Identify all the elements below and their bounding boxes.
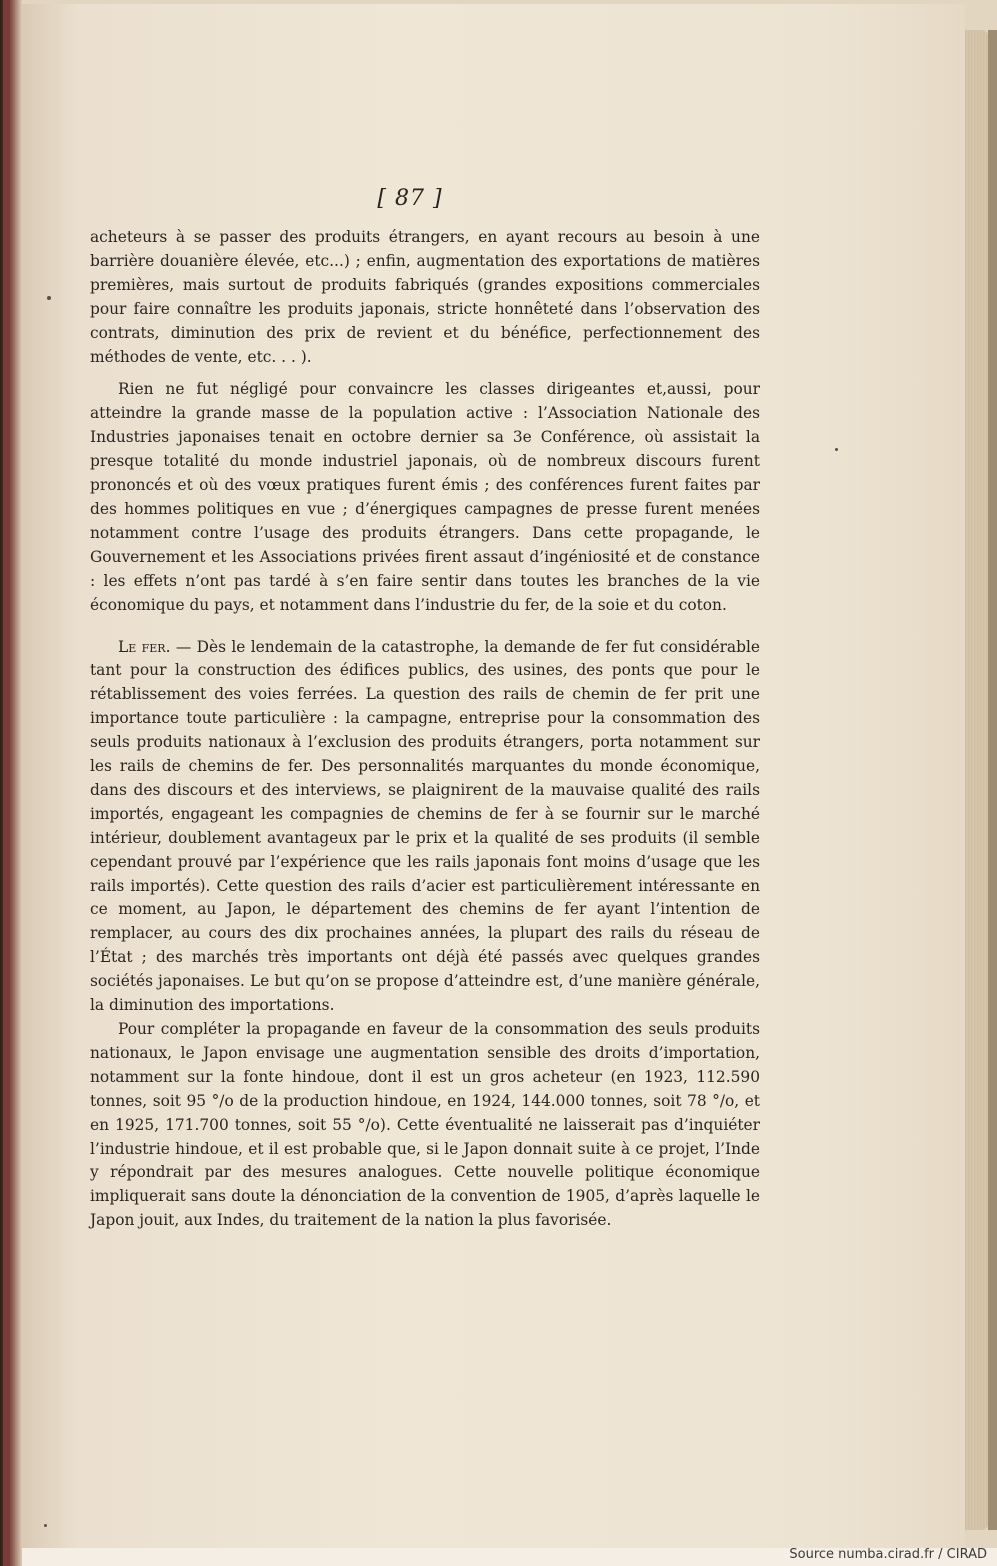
margin-speck: [835, 448, 838, 451]
section-paragraph: [90, 636, 760, 1019]
margin-speck: [44, 1524, 47, 1527]
margin-speck: [47, 296, 51, 300]
page-body: [90, 226, 760, 1233]
paragraph-2: Rien ne fut négligé pour convaincre les classes dirigeantes et,aussi, pour atteindre la grande masse de la population active : l’Association Nationale des Industries japonaises tenait en octobre dernier sa 3e Conférence, où assistait la presque totalité du monde industriel japonais, où de nombreux discours furent prononcés et où des vœux pratiques furent émis ; des conférences furent faites par des hommes politiques en vue ; d’énergiques campagnes de presse furent menées notamment contre l’usage des produits étrangers. Dans cette propagande, le Gouvernement et les Associations privées firent assaut d’ingéniosité et de constance : les effets n’ont pas tardé à s’en faire sentir dans toutes les branches de la vie économique du pays, et notamment dans l’industrie du fer, de la soie et du coton.: [90, 380, 760, 614]
page-number: [ 87 ]: [377, 186, 443, 211]
section-body: Dès le lendemain de la catastrophe, la demande de fer fut considérable tant pour la construction des édifices publics, des usines, des ponts que pour le rétablissement des voies ferrées. La question des rails de chemin de fer prit une importance toute particulière : la campagne, entreprise pour la consommation des seuls produits nationaux à l’exclusion des produits étrangers, porta notamment sur les rails de chemins de fer. Des personnalités marquantes du monde économique, dans des discours et des interviews, se plaignirent de la mauvaise qualité des rails importés, engageant les compagnies de chemins de fer à se fournir sur le marché intérieur, doublement avantageux par le prix et la qualité de ses produits (il semble cependant prouvé par l’expérience que les rails japonais font moins d’usage que les rails importés). Cette question des rails d’acier est particulièrement intéressante en ce moment, au Japon, le département des chemins de fer ayant l’intention de remplacer, au cours des dix prochaines années, la plupart des rails du réseau de l’État ; des marchés très importants ont déjà été passés avec quelques grandes sociétés japonaises. Le but qu’on se propose d’atteindre est, d’une manière générale, la diminution des importations.: [90, 637, 760, 1015]
paragraph-1: acheteurs à se passer des produits étrangers, en ayant recours au besoin à une barrière douanière élevée, etc...) ; enfin, augmentation des exportations de matières premières, mais surtout de produits fabriqués (grandes expositions commerciales pour faire connaître les produits japonais, stricte honnêteté dans l’observation des contrats, diminution des prix de revient et du bénéfice, perfectionnement des méthodes de vente, etc. . . ).: [90, 228, 760, 366]
section-dash: —: [170, 637, 197, 656]
paragraph-last: Pour compléter la propagande en faveur de la consommation des seuls produits nationaux, le Japon envisage une augmentation sensible des droits d’importation, notamment sur la fonte hindoue, dont il est un gros acheteur (en 1923, 112.590 tonnes, soit 95 °/o de la production hindoue, en 1924, 144.000 tonnes, soit 78 °/o, et en 1925, 171.700 tonnes, soit 55 °/o). Cette éventualité ne laisserait pas d’inquiéter l’industrie hindoue, et il est probable que, si le Japon donnait suite à ce projet, l’Inde y répondrait par des mesures analogues. Cette nouvelle politique économique impliquerait sans doute la dénonciation de la convention de 1905, d’après laquelle le Japon jouit, aux Indes, du traitement de la nation la plus favorisée.: [90, 1020, 760, 1230]
book-spine-red-edge: [3, 0, 10, 1566]
page-stack-shadow: [988, 30, 997, 1530]
page-stack-edge: [962, 30, 988, 1530]
source-credit: Source numba.cirad.fr / CIRAD: [789, 1547, 987, 1562]
section-heading: Le fer.: [118, 637, 171, 656]
